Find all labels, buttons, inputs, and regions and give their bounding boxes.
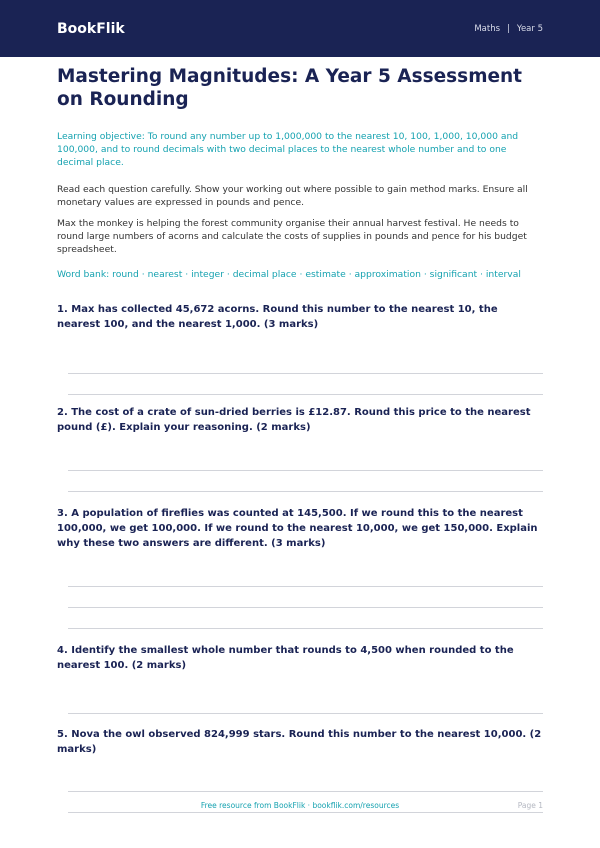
question-1: 1. Max has collected 45,672 acorns. Round this number to the nearest 10, the nearest 100, and the nearest 1,000. (3 marks) (57, 304, 498, 330)
question-4: 4. Identify the smallest whole number that rounds to 4,500 when rounded to the nearest 100. (2 marks) (57, 645, 514, 671)
answer-line[interactable] (68, 771, 543, 792)
answer-line[interactable] (68, 353, 543, 374)
answer-line[interactable] (68, 374, 543, 395)
question-5: 5. Nova the owl observed 824,999 stars. Round this number to the nearest 10,000. (2 marks) (57, 729, 542, 755)
subject-label: Maths (474, 23, 501, 34)
page-header (0, 0, 600, 57)
worksheet-content (57, 65, 543, 813)
question-3: 3. A population of fireflies was counted at 145,500. If we round this to the nearest 100,000, we get 100,000. If we round to the nearest 10,000, we get 150,000. Explain why these two answers are different. (3 marks) (57, 508, 538, 549)
year-label: Year 5 (516, 23, 543, 34)
scenario: Max the monkey is helping the forest community organise their annual harvest festival. He needs to round large numbers of acorns and calculate the costs of supplies in pounds and pence for his budget spreadsheet. (57, 218, 527, 255)
footer-credit[interactable]: Free resource from BookFlik · bookflik.com/resources (200, 801, 400, 810)
learning-objective: Learning objective: To round any number up to 1,000,000 to the nearest 10, 100, 1,000, 10,000 and 100,000, and to round decimals with two decimal places to the nearest whole number and to one decimal place. (57, 131, 519, 168)
answer-lines-3[interactable] (57, 566, 543, 629)
brand-logo: BookFlik (57, 20, 125, 37)
answer-lines-4[interactable] (57, 693, 543, 714)
instructions: Read each question carefully. Show your working out where possible to gain method marks. Ensure all monetary values are expressed in pounds and pence. (57, 184, 528, 208)
page-footer (0, 801, 600, 815)
answer-lines-1[interactable] (57, 353, 543, 395)
question-2: 2. The cost of a crate of sun-dried berries is £12.87. Round this price to the nearest pound (£). Explain your reasoning. (2 marks) (57, 407, 531, 433)
answer-line[interactable] (68, 587, 543, 608)
page-title: Mastering Magnitudes: A Year 5 Assessment on Rounding (57, 66, 523, 110)
answer-line[interactable] (68, 566, 543, 587)
answer-line[interactable] (68, 450, 543, 471)
answer-line[interactable] (68, 471, 543, 492)
answer-line[interactable] (68, 608, 543, 629)
word-bank: Word bank: round · nearest · integer · decimal place · estimate · approximation · significant · interval (57, 269, 521, 280)
answer-lines-2[interactable] (57, 450, 543, 492)
page-number: Page 1 (517, 801, 543, 810)
answer-line[interactable] (68, 693, 543, 714)
meta-separator: | (507, 23, 510, 34)
subject-year (474, 24, 543, 34)
